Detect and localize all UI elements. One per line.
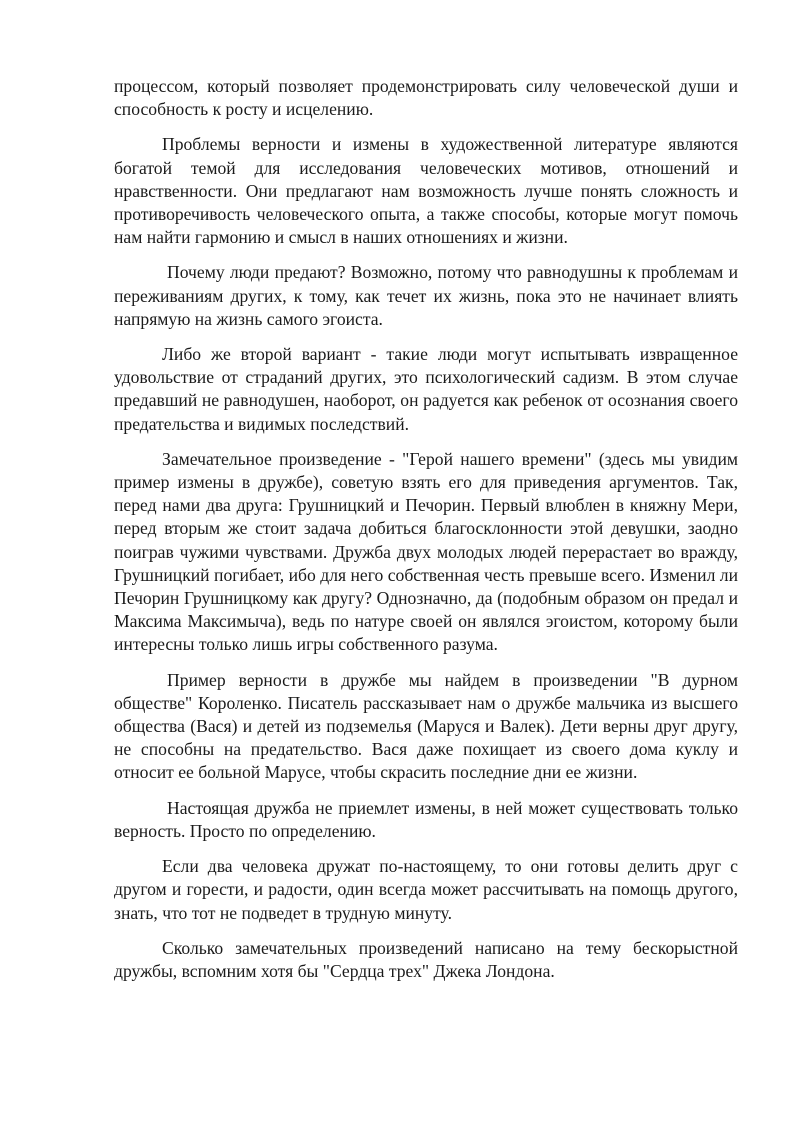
paragraph-2: Проблемы верности и измены в художественной литературе являются богатой темой для исследования человеческих мотивов, отношений и нравственности. Они предлагают нам возможность лучше понять сложность и противоречивость человеческого опыта, а также способы, которые могут помочь нам найти гармонию и смысл в наших отношениях и жизни. (114, 134, 738, 248)
paragraph-1: процессом, который позволяет продемонстрировать силу человеческой души и способность к росту и исцелению. (114, 76, 738, 120)
paragraph-7: Настоящая дружба не приемлет измены, в ней может существовать только верность. Просто по определению. (114, 797, 738, 841)
paragraph-3: Почему люди предают? Возможно, потому что равнодушны к проблемам и переживаниям других, к тому, как течет их жизнь, пока это не начинает влиять напрямую на жизнь самого эгоиста. (114, 262, 738, 329)
paragraph-4: Либо же второй вариант - такие люди могут испытывать извращенное удовольствие от страданий других, это психологический садизм. В этом случае предавший не равнодушен, наоборот, он радуется как ребенок от осознания своего предательства и видимых последствий. (114, 344, 738, 434)
document-body (114, 75, 738, 995)
paragraph-5: Замечательное произведение - "Герой нашего времени" (здесь мы увидим пример измены в дружбе), советую взять его для приведения аргументов. Так, перед нами два друга: Грушницкий и Печорин. Первый влюблен в княжну Мери, перед вторым же стоит задача добиться благосклонности этой девушки, заодно поиграв чужими чувствами. Дружба двух молодых людей перерастает во вражду, Грушницкий погибает, ибо для него собственная честь превыше всего. Изменил ли Печорин Грушницкому как другу? Однозначно, да (подобным образом он предал и Максима Максимыча), ведь по натуре своей он являлся эгоистом, которому были интересны только лишь игры собственного разума. (114, 448, 738, 655)
paragraph-6: Пример верности в дружбе мы найдем в произведении "В дурном обществе" Короленко. Писатель рассказывает нам о дружбе мальчика из высшего общества (Вася) и детей из подземелья (Маруся и Валек). Дети верны друг другу, не способны на предательство. Вася даже похищает из своего дома куклу и относит ее больной Марусе, чтобы скрасить последние дни ее жизни. (114, 669, 738, 783)
paragraph-8: Если два человека дружат по-настоящему, то они готовы делить друг с другом и горести, и радости, один всегда может рассчитывать на помощь другого, знать, что тот не подведет в трудную минуту. (114, 856, 738, 923)
paragraph-9: Сколько замечательных произведений написано на тему бескорыстной дружбы, вспомним хотя бы "Сердца трех" Джека Лондона. (114, 937, 738, 981)
